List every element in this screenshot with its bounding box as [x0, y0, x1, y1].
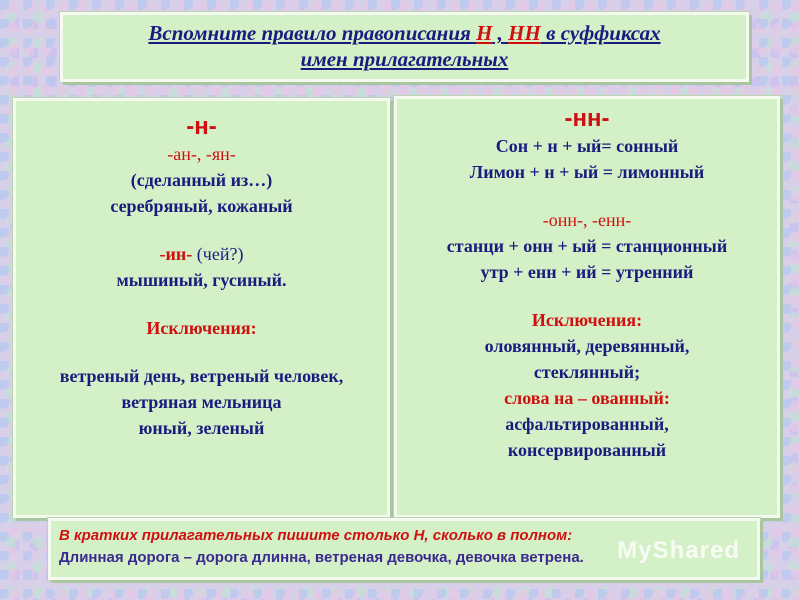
- suffix-in-line: -ин- (чей?): [159, 244, 244, 264]
- title-line2: имен прилагательных: [300, 47, 509, 71]
- exceptions-label: Исключения:: [531, 310, 643, 330]
- title-h: Н: [476, 21, 493, 45]
- title-hh: НН: [508, 21, 541, 45]
- exception-3: слова на – ованный:: [504, 388, 670, 408]
- exception-4: асфальтированный,: [505, 414, 669, 434]
- watermark-logo: MyShared: [617, 537, 740, 564]
- exception-3: юный, зеленый: [138, 418, 265, 438]
- example-2: мышиный, гусиный.: [116, 270, 287, 290]
- double-n-heading: -нн-: [564, 105, 610, 132]
- made-of-note: (сделанный из…): [130, 170, 273, 190]
- short-form-examples: Длинная дорога – дорога длинна, ветреная девочка, девочка ветрена.: [59, 549, 584, 566]
- example-utro: утр + енн + ий = утренний: [480, 262, 694, 282]
- title-box: [60, 12, 749, 82]
- single-n-panel: [13, 98, 390, 518]
- example-son: Сон + н + ый= сонный: [495, 136, 679, 156]
- short-form-rule: В кратких прилагательных пишите столько Н, сколько в полном:: [59, 527, 573, 544]
- page-title: Вспомните правило правописания Н , НН в суффиксах имен прилагательных: [148, 21, 661, 71]
- exceptions-label: Исключения:: [146, 318, 257, 338]
- exception-2: стеклянный;: [533, 362, 641, 382]
- exception-5: консервированный: [507, 440, 667, 460]
- example-stanciya: станци + онн + ый = станционный: [446, 236, 728, 256]
- exception-1: ветреный день, ветреный человек,: [59, 366, 344, 386]
- exception-2: ветряная мельница: [121, 392, 282, 412]
- example-limon: Лимон + н + ый = лимонный: [469, 162, 705, 182]
- suffixes-onn-enn: -онн-, -енн-: [542, 210, 632, 230]
- example-1: серебряный, кожаный: [110, 196, 293, 216]
- double-n-panel: [394, 96, 780, 518]
- suffixes-an-yan: -ан-, -ян-: [167, 144, 236, 164]
- exception-1: оловянный, деревянный,: [484, 336, 690, 356]
- single-n-heading: -н-: [186, 113, 217, 140]
